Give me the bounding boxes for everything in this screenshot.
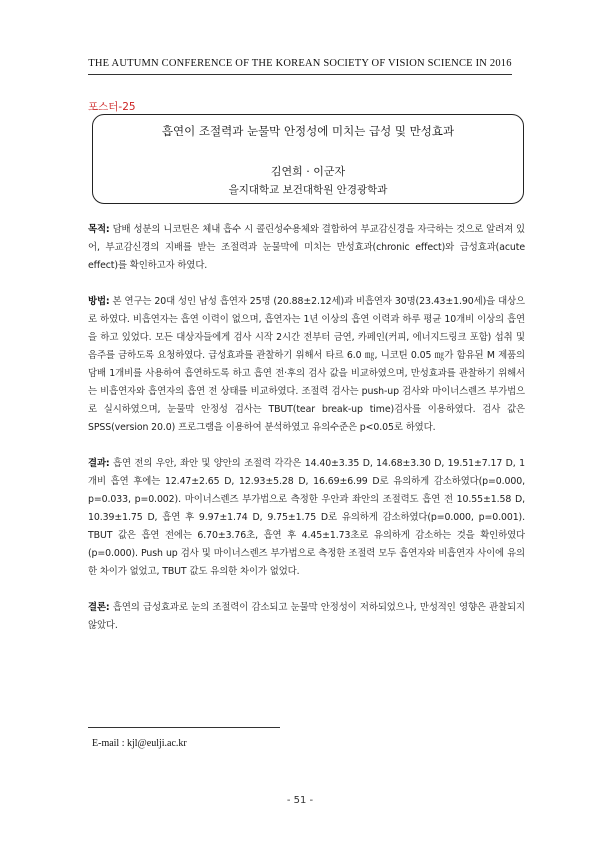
section-label: 결과: (88, 458, 110, 469)
abstract-body (88, 221, 525, 653)
paper-title: 흡연이 조절력과 눈물막 안정성에 미치는 급성 및 만성효과 (161, 124, 455, 138)
section-text: 담배 성분의 니코틴은 체내 흡수 시 콜린성수용체와 결합하여 부교감신경을 자극하는 것으로 알려져 있어, 부교감신경의 지배를 받는 조절력과 눈물막에 미치는 만성효과(chronic effect)와 급성효과(acute effect)를 확인하고자 하였다. (88, 224, 525, 271)
section-results (88, 455, 525, 581)
section-conclusion (88, 599, 525, 635)
section-purpose (88, 221, 525, 275)
section-methods (88, 293, 525, 437)
poster-id: 포스터-25 (88, 101, 136, 113)
section-text: 흡연 전의 우안, 좌안 및 양안의 조절력 각각은 14.40±3.35 D, 14.68±3.30 D, 19.51±7.17 D, 1개비 흡연 후에는 12.47±2.65 D, 12.93±5.28 D, 16.69±6.99 D로 유의하게 감소하였다(p=0.000, p=0.033, p=0.002). 마이너스렌즈 부가법으로 측정한 우안과 좌안의 조절력도 흡연 전 10.55±1.58 D, 10.39±1.75 D, 흡연 후 9.97±1.74 D, 9.75±1.75 D로 유의하게 감소하였다(p=0.000, p=0.001). TBUT 값은 흡연 전에는 6.70±3.76초, 흡연 후 4.45±1.73초로 유의하게 감소하는 것을 확인하였다(p=0.000). Push up 검사 및 마이너스렌즈 부가법으로 측정한 조절력 모두 흡연자와 비흡연자 사이에 유의한 차이가 없었고, TBUT 값도 유의한 차이가 없었다. (88, 458, 525, 577)
authors: 김연희 · 이군자 (270, 165, 346, 178)
section-label: 결론: (88, 602, 110, 613)
conference-header: THE AUTUMN CONFERENCE OF THE KOREAN SOCIETY OF VISION SCIENCE IN 2016 (88, 58, 512, 69)
header-rule (88, 74, 512, 75)
section-text: 본 연구는 20대 성인 남성 흡연자 25명 (20.88±2.12세)과 비흡연자 30명(23.43±1.90세)을 대상으로 하였다. 비흡연자는 흡연 이력이 없으며, 흡연자는 1년 이상의 흡연 이력과 하루 평균 10개비 이상의 흡연을 하고 있었다. 모든 대상자들에게 검사 시작 2시간 전부터 금연, 카페인(커피, 에너지드링크 포함) 섭취 및 음주를 금하도록 요청하였다. 급성효과를 관찰하기 위해서 타르 6.0 ㎎, 니코틴 0.05 ㎎가 함유된 M 제품의 담배 1개비를 사용하여 흡연하도록 하고 흡연 전·후의 검사 값을 비교하였으며, 만성효과를 관찰하기 위해서는 비흡연자와 흡연자의 흡연 전 상태를 비교하였다. 조절력 검사는 push-up 검사와 마이너스렌즈 부가법으로 실시하였으며, 눈물막 안정성 검사는 TBUT(tear break-up time)검사를 이용하였다. 검사 값은 SPSS(version 20.0) 프로그램을 이용하여 분석하였고 유의수준은 p<0.05로 하였다. (88, 296, 525, 433)
section-text: 흡연의 급성효과로 눈의 조절력이 감소되고 눈물막 안정성이 저하되었으나, 만성적인 영향은 관찰되지 않았다. (88, 602, 525, 631)
page-number: - 51 - (286, 795, 314, 806)
title-box (92, 114, 524, 204)
email-footnote: E-mail : kjl@eulji.ac.kr (92, 738, 187, 749)
section-label: 목적: (88, 224, 110, 235)
section-label: 방법: (88, 296, 110, 307)
footnote-rule (88, 727, 280, 728)
affiliation: 을지대학교 보건대학원 안경광학과 (228, 184, 388, 196)
